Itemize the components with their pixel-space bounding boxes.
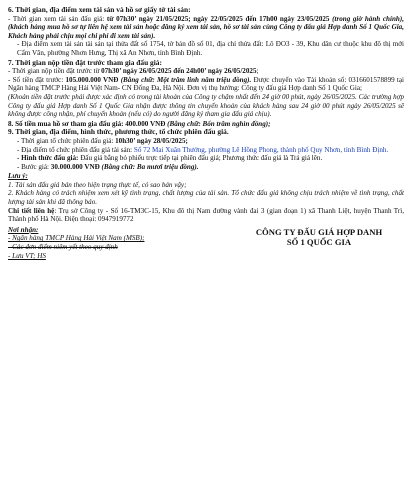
deposit-amount-value: 105.000.000 VNĐ xyxy=(65,75,119,84)
section-6-viewing-time xyxy=(8,15,404,41)
deposit-amount-words: (Bằng chữ: Một trăm linh năm triệu đồng). xyxy=(118,75,252,84)
deposit-time-value: 07h30’ ngày 26/05/2025 đến 24h00’ ngày 26/05/2025 xyxy=(101,67,257,76)
note-1: 1. Tài sản đấu giá bán theo hiện trạng thực tế, có sao bán vậy; xyxy=(8,180,187,189)
recipients-block xyxy=(8,226,208,260)
viewing-time-note: (trong giờ hành chính), (khách hàng mua hồ sơ tự liên hệ xem tài sản hoặc đăng ký xem tài sản, hồ sơ tài sản cùng Công ty đấu giá Hợp danh Số 1 Quốc Gia, Khách hàng phải chịu mọi chi phí đi xem tài sản). xyxy=(8,14,404,40)
note-2: 2. Khách hàng có trách nhiệm xem xét kỹ tình trạng, chất lượng của tài sản. Tổ chức đấu giá không chịu trách nhiệm về tình trạng, chất lượng tài sản khi đã thông báo. xyxy=(8,189,404,207)
price-step-label: - Bước giá: xyxy=(17,162,51,171)
recipients-heading: Nơi nhận: xyxy=(8,225,39,234)
contact-details xyxy=(8,207,404,224)
section-9-heading: 9. Thời gian, địa điểm, hình thức, phương thức, tổ chức phiên đấu giá. xyxy=(8,127,229,137)
auction-form xyxy=(8,154,404,163)
section-6-heading: 6. Thời gian, địa điểm xem tài sản và hồ sơ giấy tờ tài sản: xyxy=(8,5,191,14)
deposit-time-label: - Thời gian nộp tiền đặt trước từ xyxy=(8,67,102,76)
contact-text: : Trụ sở Công ty - Số 16-TM3C-15, Khu đô thị Nam đường vành đai 3 (gian đoạn 1) xã Thanh Liệt, huyện Thanh Trì, Thành phố Hà Nội. Điện thoại: 0947919772 xyxy=(8,206,404,224)
deposit-time-punct: ; xyxy=(256,67,259,76)
auction-time-value: 10h30’ ngày 28/05/2025; xyxy=(115,136,188,145)
section-7-heading: 7. Thời gian nộp tiền đặt trước tham gia đấu giá: xyxy=(8,57,162,67)
section-8-heading: 8. Số tiền mua hồ sơ tham gia đấu giá: 400.000 VNĐ xyxy=(8,119,166,128)
signature-company-line1: CÔNG TY ĐẤU GIÁ HỢP DANH xyxy=(255,226,383,237)
viewing-time-value: từ 07h30’ ngày 21/05/2025; ngày 22/05/2025 đến 17h00 ngày 23/05/2025 xyxy=(106,14,330,23)
signature-block xyxy=(234,227,404,260)
signature-company-line2: SỐ 1 QUỐC GIA xyxy=(286,237,352,248)
price-step-words: (Bằng chữ: Ba mươi triệu đồng). xyxy=(99,162,199,171)
section-6-viewing-location: - Địa điểm xem tài sản tài sản tại thửa đất số 1754, tờ bản đồ số 01, địa chỉ thửa đất: Lô ĐO3 - 39, Khu dân cư thuộc khu đô thị mới Cẩm Văn, phường Nhơn Hưng, Thị xã An Nhơn, tỉnh Bình Định. xyxy=(17,40,404,57)
auction-location-address: Số 72 Mai Xuân Thưởng, phường Lê Hồng Phong, thành phố Quy Nhơn, tỉnh Bình Định. xyxy=(133,145,389,154)
notes-heading: Lưu ý: xyxy=(8,172,28,181)
auction-location-label: - Địa điểm tổ chức phiên đấu giá tài sản: xyxy=(17,145,134,154)
footer xyxy=(8,226,404,260)
auction-form-label: - Hình thức đấu giá: xyxy=(17,154,81,163)
auction-time-label: - Thời gian tổ chức phiên đấu giá: xyxy=(17,136,116,145)
contact-label: Chi tiết liên hệ xyxy=(8,206,55,215)
price-step-value: 30.000.000 VNĐ xyxy=(50,162,100,171)
auction-notice-document xyxy=(8,6,404,260)
deposit-note: (Khoản tiền đặt trước phải được xác định có trong tài khoản của Công ty chậm nhất đến 24 giờ 00 phút, ngày 26/05/2025. Các trường hợp Công ty đấu giá Hợp danh Số 1 Quốc Gia nhận được thông tin chuyển khoản của khách hàng sau 24 giờ 00 phút ngày 26/05/2025 sẽ không được công nhận, phí chuyển khoản (nếu có) do người đăng ký tham gia đấu giá chịu). xyxy=(8,92,404,119)
price-step xyxy=(8,163,404,172)
auction-time xyxy=(8,137,404,146)
deposit-amount-label: - Số tiền đặt trước: xyxy=(8,75,66,84)
auction-form-value: Đấu giá bằng bỏ phiếu trực tiếp tại phiên đấu giá; Phương thức đấu giá là Trả giá lên. xyxy=(80,154,323,163)
recipient-item: - Các đơn điểm niêm yết theo quy định xyxy=(8,243,118,252)
deposit-time xyxy=(8,67,404,76)
auction-location xyxy=(8,146,404,155)
section-8-words: (Bằng chữ: Bốn trăm nghìn đồng); xyxy=(165,119,271,128)
recipient-item: - Lưu VT; HS xyxy=(8,251,46,260)
deposit-account-info: Được chuyển vào Tài khoản số: 0316601578899 tại Ngân hàng TMCP Hàng Hải Việt Nam- CN Đống Đa, Hà Nội. Đơn vị thụ hưởng: Công ty đấu giá Hợp danh Số 1 Quốc Gia; xyxy=(8,75,405,93)
recipient-item: - Ngân hàng TMCP Hàng Hải Việt Nam (MSB); xyxy=(8,234,145,243)
deposit-amount xyxy=(8,76,404,93)
viewing-time-label: - Thời gian xem tài sản đấu giá: xyxy=(8,14,107,23)
